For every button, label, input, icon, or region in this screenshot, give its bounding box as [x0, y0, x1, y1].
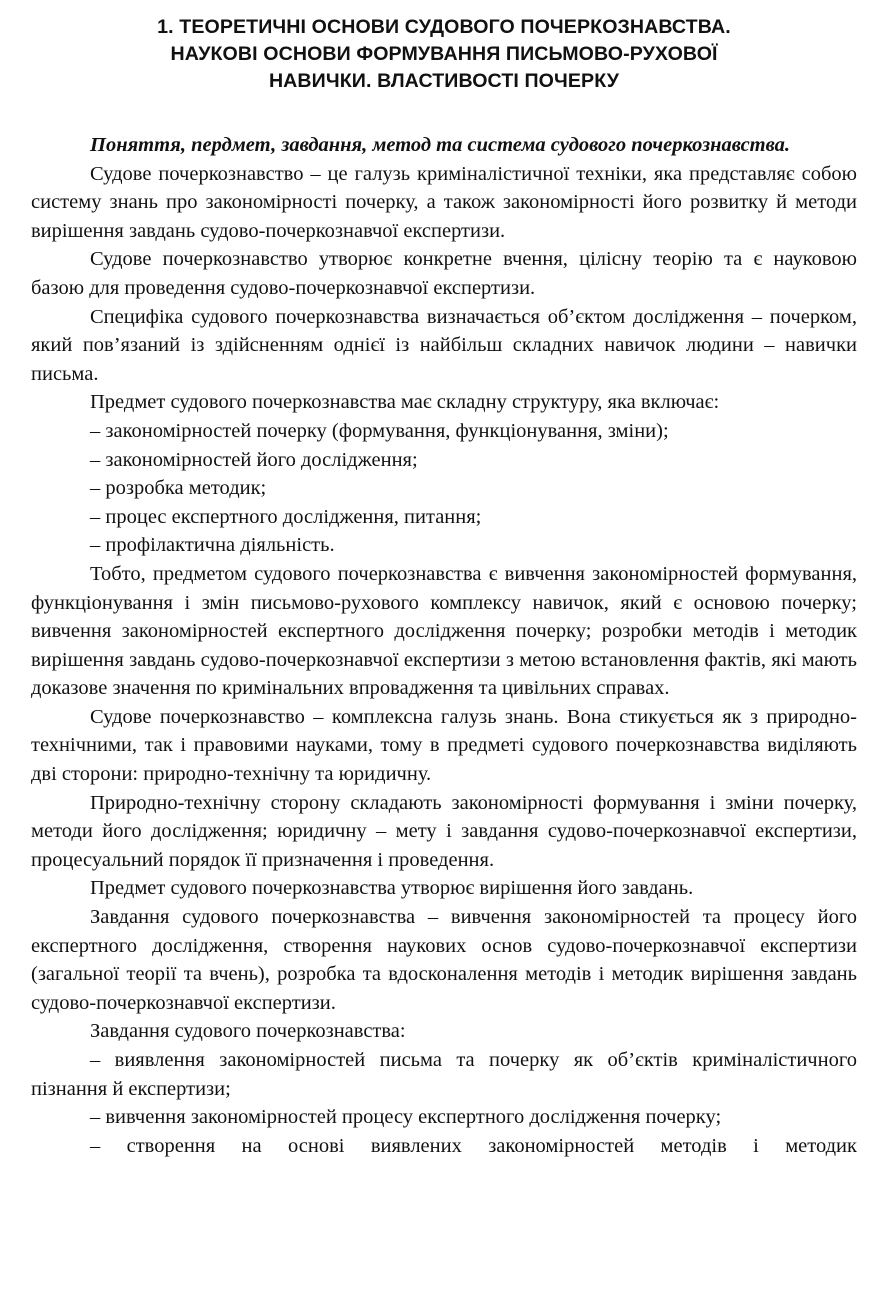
paragraph: Природно-технічну сторону складають закономірності формування і зміни почерку, методи його дослідження; юридичну – мету і завдання судово-почеркознавчої експертизи, процесуальний порядок її призначення і проведення.: [31, 791, 857, 871]
list-item: – закономірностей його дослідження;: [90, 448, 418, 471]
paragraph: Предмет судового почеркознавства має складну структуру, яка включає:: [90, 391, 720, 414]
paragraph: Судове почеркознавство утворює конкретне вчення, цілісну теорію та є науковою базою для проведення судово-почеркознавчої експертизи.: [31, 248, 857, 299]
title-line: НАВИЧКИ. ВЛАСТИВОСТІ ПОЧЕРКУ: [268, 70, 620, 92]
list-item: – закономірностей почерку (формування, функціонування, зміни);: [90, 419, 669, 442]
paragraph: Тобто, предметом судового почеркознавства є вивчення закономірностей формування, функціонування і змін письмово-рухового комплексу навичок, який є основою почерку; вивчення закономірностей експертного дослідження почерку; розробки методів і методик вирішення завдань судово-почеркознавчої експертизи з метою встановлення фактів, які мають доказове значення по кримінальних впровадження та цивільних справах.: [31, 562, 857, 700]
paragraph: Завдання судового почеркознавства – вивчення закономірностей та процесу його експертного дослідження, створення наукових основ судово-почеркознавчої експертизи (загальної теорії та вчень), розробка та вдосконалення методів і методик вирішення завдань судово-почеркознавчої експертизи.: [31, 906, 857, 1014]
list-item: – розробка методик;: [90, 477, 267, 500]
title-line: НАУКОВІ ОСНОВИ ФОРМУВАННЯ ПИСЬМОВО-РУХОВОЇ: [170, 43, 718, 65]
title-line: 1. ТЕОРЕТИЧНІ ОСНОВИ СУДОВОГО ПОЧЕРКОЗНАВСТВА.: [157, 16, 731, 38]
list-item: – створення на основі виявлених закономірностей методів і методик: [90, 1134, 857, 1157]
paragraph: Предмет судового почеркознавства утворює вирішення його завдань.: [90, 877, 694, 900]
list-item: – процес експертного дослідження, питання;: [90, 505, 482, 528]
paragraph: Специфіка судового почеркознавства визначається об’єктом дослідження – почерком, який пов’язаний із здійсненням однієї із найбільш складних навичок людини – навички письма.: [31, 305, 857, 385]
document-title: [31, 14, 857, 95]
list-item: – виявлення закономірностей письма та почерку як об’єктів криміналістичного пізнання й експертизи;: [31, 1049, 857, 1100]
paragraph: Судове почеркознавство – комплексна галузь знань. Вона стикується як з природно-технічними, так і правовими науками, тому в предметі судового почеркознавства виділяють дві сторони: природно-технічну та юридичну.: [31, 705, 857, 786]
list-item: – профілактична діяльність.: [90, 534, 335, 557]
section-subheading: Поняття, пердмет, завдання, метод та система судового почеркознавства.: [90, 134, 791, 156]
list-item: – вивчення закономірностей процесу експертного дослідження почерку;: [90, 1106, 722, 1129]
paragraph: Судове почеркознавство – це галузь криміналістичної техніки, яка представляє собою систему знань про закономірності почерку, а також закономірності його розвитку й методи вирішення завдань судово-почеркознавчої експертизи.: [31, 162, 857, 242]
paragraph: Завдання судового почеркознавства:: [90, 1020, 406, 1043]
